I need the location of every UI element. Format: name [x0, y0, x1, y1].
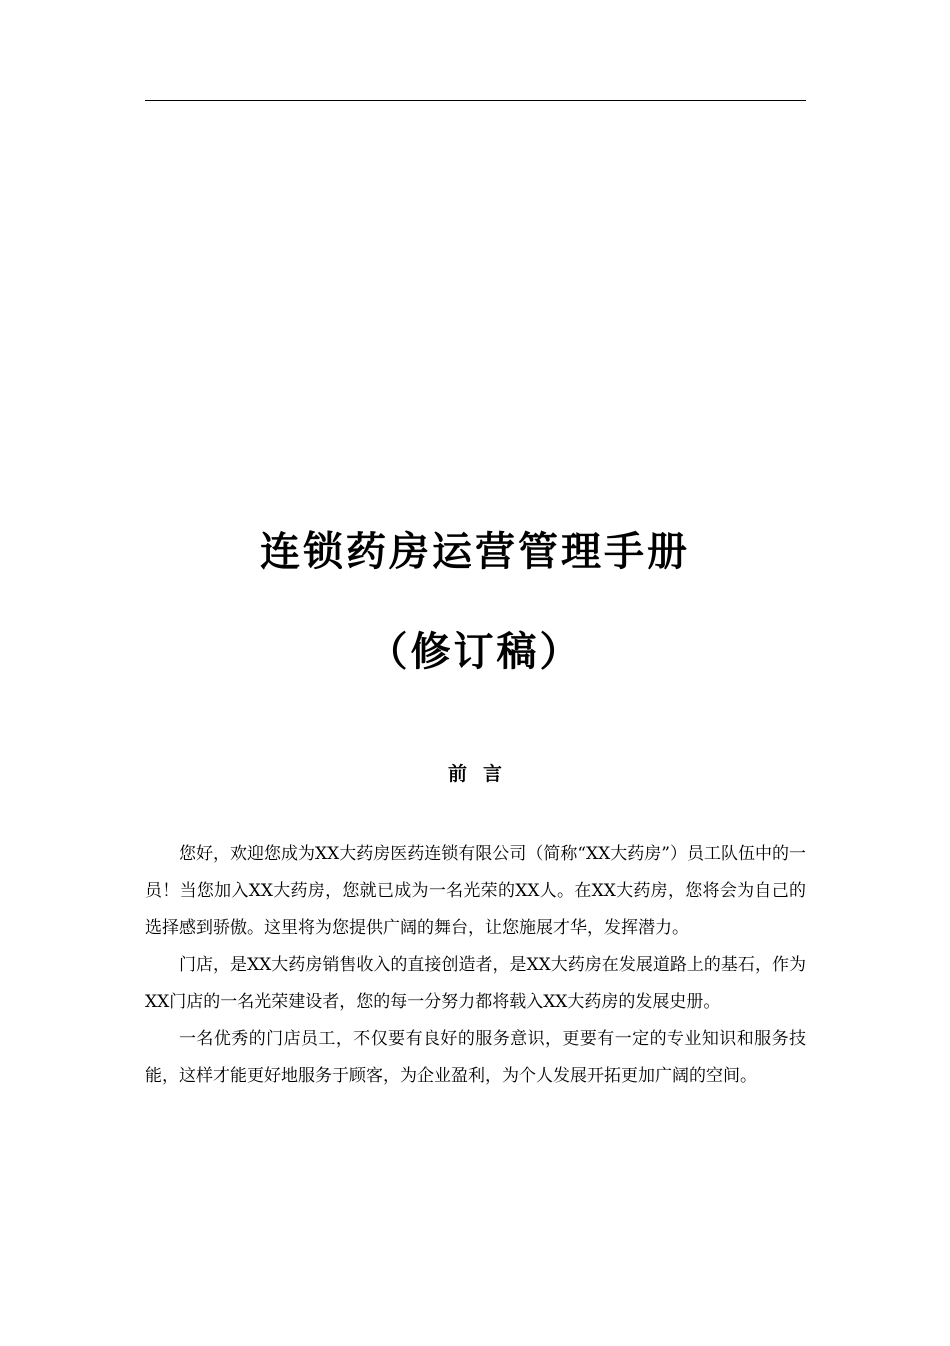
- preface-heading: [0, 762, 950, 786]
- preface-heading-char: 前: [447, 763, 467, 785]
- preface-paragraph: 门店，是XX大药房销售收入的直接创造者，是XX大药房在发展道路上的基石，作为XX门店的一名光荣建设者，您的每一分努力都将载入XX大药房的发展史册。: [145, 955, 806, 1012]
- document-subtitle: （修订稿）: [367, 628, 583, 675]
- document-title: 连锁药房运营管理手册: [260, 528, 690, 575]
- header-rule: [145, 100, 806, 101]
- preface-paragraph: 您好，欢迎您成为XX大药房医药连锁有限公司（简称“XX大药房”）员工队伍中的一员！当您加入XX大药房，您就已成为一名光荣的XX人。在XX大药房，您将会为自己的选择感到骄傲。这里将为您提供广阔的舞台，让您施展才华，发挥潜力。: [145, 844, 806, 938]
- preface-paragraph: 一名优秀的门店员工，不仅要有良好的服务意识，更要有一定的专业知识和服务技能，这样才能更好地服务于顾客，为企业盈利，为个人发展开拓更加广阔的空间。: [145, 1029, 806, 1086]
- preface-body: [145, 836, 806, 1095]
- preface-heading-char: 言: [483, 763, 503, 785]
